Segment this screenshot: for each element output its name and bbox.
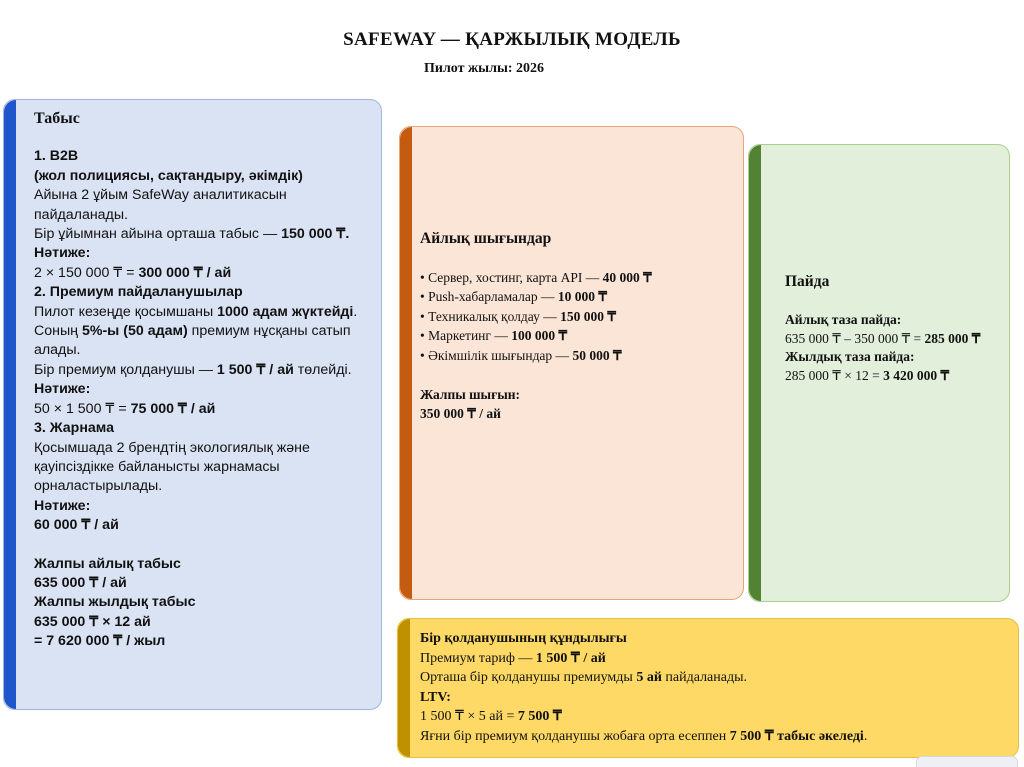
premium-calc: 50 × 1 500 ₸ = 75 000 ₸ / ай <box>34 400 216 417</box>
total-year-label: Жалпы жылдық табыс <box>34 594 196 611</box>
profit-card <box>748 144 1010 602</box>
ltv-label: LTV: <box>420 689 451 705</box>
cost-item: • Әкімшілік шығындар — 50 000 ₸ <box>420 347 622 363</box>
premium-line-1: Пилот кезеңде қосымшаны 1000 адам жүктейді. <box>34 303 358 320</box>
ltv-line-2: Орташа бір қолданушы премиумды 5 ай пайдаланады. <box>420 670 747 685</box>
premium-title: 2. Премиум пайдаланушылар <box>34 284 243 301</box>
profit-heading: Пайда <box>785 273 830 290</box>
income-card <box>3 99 382 710</box>
ltv-line-3: 1 500 ₸ × 5 ай = 7 500 ₸ <box>420 709 562 724</box>
costs-card <box>399 126 744 600</box>
ltv-line-1: Премиум тариф — 1 500 ₸ / ай <box>420 650 606 666</box>
profit-content <box>785 273 1005 386</box>
total-year-calc: 635 000 ₸ × 12 ай <box>34 613 151 630</box>
slide-nav-tab[interactable] <box>916 756 1018 767</box>
cost-item: • Техникалық қолдау — 150 000 ₸ <box>420 308 616 324</box>
b2b-title: 1. B2B <box>34 148 79 165</box>
ltv-line-4: Яғни бір премиум қолданушы жобаға орта есеппен 7 500 ₸ табыс әкеледі. <box>420 728 868 744</box>
b2b-calc: 2 × 150 000 ₸ = 300 000 ₸ / ай <box>34 264 232 281</box>
costs-heading: Айлық шығындар <box>420 230 552 247</box>
total-year-value: = 7 620 000 ₸ / жыл <box>34 633 166 650</box>
profit-yearly-calc: 285 000 ₸ × 12 = 3 420 000 ₸ <box>785 368 950 384</box>
ltv-card <box>397 618 1019 758</box>
total-month-label: Жалпы айлық табыс <box>34 555 181 572</box>
b2b-result-label: Нәтиже: <box>34 245 91 262</box>
b2b-subtitle: (жол полициясы, сақтандыру, әкімдік) <box>34 167 303 184</box>
page-title: SAFEWAY — ҚАРЖЫЛЫҚ МОДЕЛЬ <box>343 29 681 50</box>
income-accent-bar <box>4 100 16 709</box>
cost-item: • Маркетинг — 100 000 ₸ <box>420 328 568 344</box>
costs-total-value: 350 000 ₸ / ай <box>420 406 501 422</box>
b2b-line-2: Бір ұйымнан айына орташа табыс — 150 000 ₸. <box>34 226 350 243</box>
costs-content <box>420 229 735 424</box>
income-content <box>34 109 367 652</box>
cost-item: • Сервер, хостинг, карта API — 40 000 ₸ <box>420 269 652 285</box>
page-subtitle: Пилот жылы: 2026 <box>424 61 545 76</box>
cost-item: • Push-хабарламалар — 10 000 ₸ <box>420 289 607 305</box>
profit-accent-bar <box>749 145 761 601</box>
b2b-line-1: Айына 2 ұйым SafeWay аналитикасын пайдаланады. <box>34 187 287 223</box>
costs-total-label: Жалпы шығын: <box>420 386 521 402</box>
ads-line-1: Қосымшада 2 брендтің экологиялық және қауіпсіздікке байланысты жарнамасы орналастырылады. <box>34 439 310 495</box>
ltv-accent-bar <box>398 619 410 757</box>
ads-title: 3. Жарнама <box>34 420 114 437</box>
profit-monthly-calc: 635 000 ₸ – 350 000 ₸ = 285 000 ₸ <box>785 330 981 346</box>
costs-accent-bar <box>400 127 412 599</box>
income-heading: Табыс <box>34 110 80 127</box>
profit-monthly-label: Айлық таза пайда: <box>785 311 902 327</box>
premium-result-label: Нәтиже: <box>34 381 91 398</box>
ads-calc: 60 000 ₸ / ай <box>34 517 119 534</box>
premium-line-2: Соның 5%-ы (50 адам) премиум нұсқаны сатып алады. <box>34 323 351 359</box>
profit-yearly-label: Жылдық таза пайда: <box>785 349 915 365</box>
premium-line-3: Бір премиум қолданушы — 1 500 ₸ / ай төлейді. <box>34 361 352 378</box>
ltv-heading: Бір қолданушының құндылығы <box>420 631 627 646</box>
ads-result-label: Нәтиже: <box>34 497 91 514</box>
ltv-content <box>420 629 1012 746</box>
total-month-value: 635 000 ₸ / ай <box>34 574 127 591</box>
